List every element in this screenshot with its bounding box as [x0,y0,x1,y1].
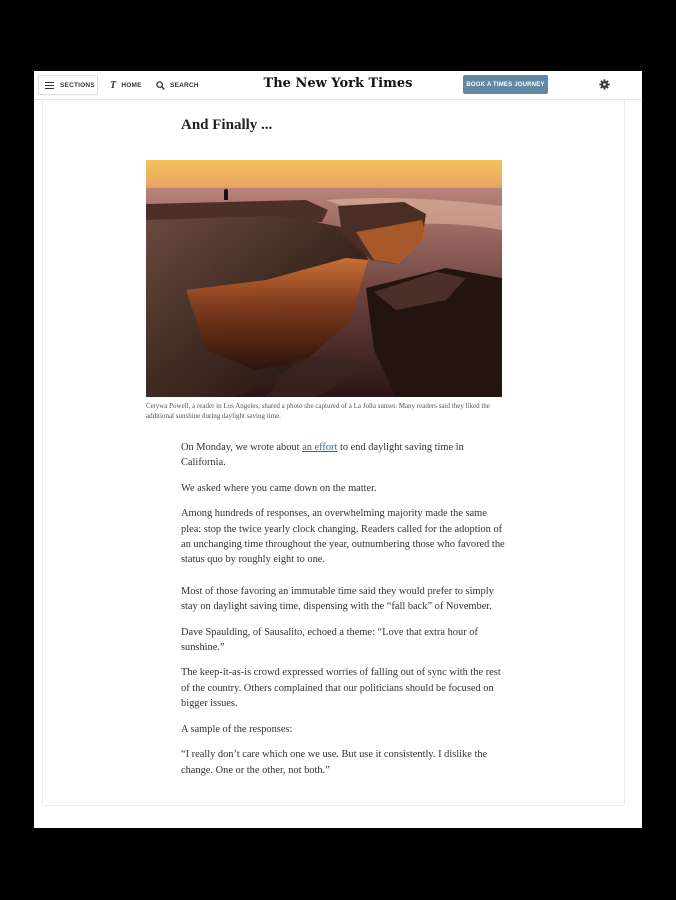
content-border-right [624,100,625,805]
paragraph-6: The keep-it-as-is crowd expressed worries of falling out of sync with the rest of the country. Others complained that our politicians should be focused on bigger issues. [181,667,501,710]
sections-label: SECTIONS [60,81,95,89]
search-label: SEARCH [170,81,199,89]
paragraph-1 [181,440,506,471]
p1-text-start: On Monday, we wrote about [181,442,303,453]
sunset-photo [146,160,502,397]
sections-button[interactable] [38,75,98,95]
paragraph-4: Most of those favoring an immutable time said they would prefer to simply stay on daylight saving time, dispensing with the “fall back” of November. [181,585,494,613]
paragraph-5: Dave Spaulding, of Sausalito, echoed a theme: “Love that extra hour of sunshine.” [181,626,478,654]
top-nav-bar [34,71,642,100]
paragraph-3: Among hundreds of responses, an overwhelming majority made the same plea: stop the twice yearly clock changing. Readers called for the adoption of an unchanging time throughout the year, outnumbering those who favored the status quo by roughly eight to one. [181,508,505,566]
home-label: HOME [121,81,142,89]
nyt-t-icon: T [110,79,117,91]
book-journey-button[interactable]: BOOK A TIMES JOURNEY [463,75,548,94]
content-border-bottom [42,805,624,806]
paragraph-7: A sample of the responses: [181,723,293,735]
content-border-left [42,100,43,805]
paragraph-8: “I really don’t care which one we use. But use it consistently. I dislike the change. One or the other, not both.” [181,749,488,776]
article-body [181,440,506,788]
paragraph-2: We asked where you came down on the matter. [181,482,377,494]
hamburger-icon [45,82,54,89]
p1-text-end: to end daylight saving time in California. [181,442,464,469]
gear-icon[interactable] [599,79,610,90]
photo-caption: Cetywa Powell, a reader in Los Angeles, shared a photo she captured of a La Jolla sunset. Many readers said they liked the additional sunshine during daylight saving time. [146,402,490,420]
an-effort-link[interactable]: an effort [302,442,338,453]
browser-page [34,71,642,828]
search-button[interactable] [156,75,199,95]
masthead-text[interactable]: The New York Times [263,76,413,91]
search-icon [156,81,165,90]
home-button[interactable] [110,75,142,95]
article-headline: And Finally ... [181,117,273,133]
